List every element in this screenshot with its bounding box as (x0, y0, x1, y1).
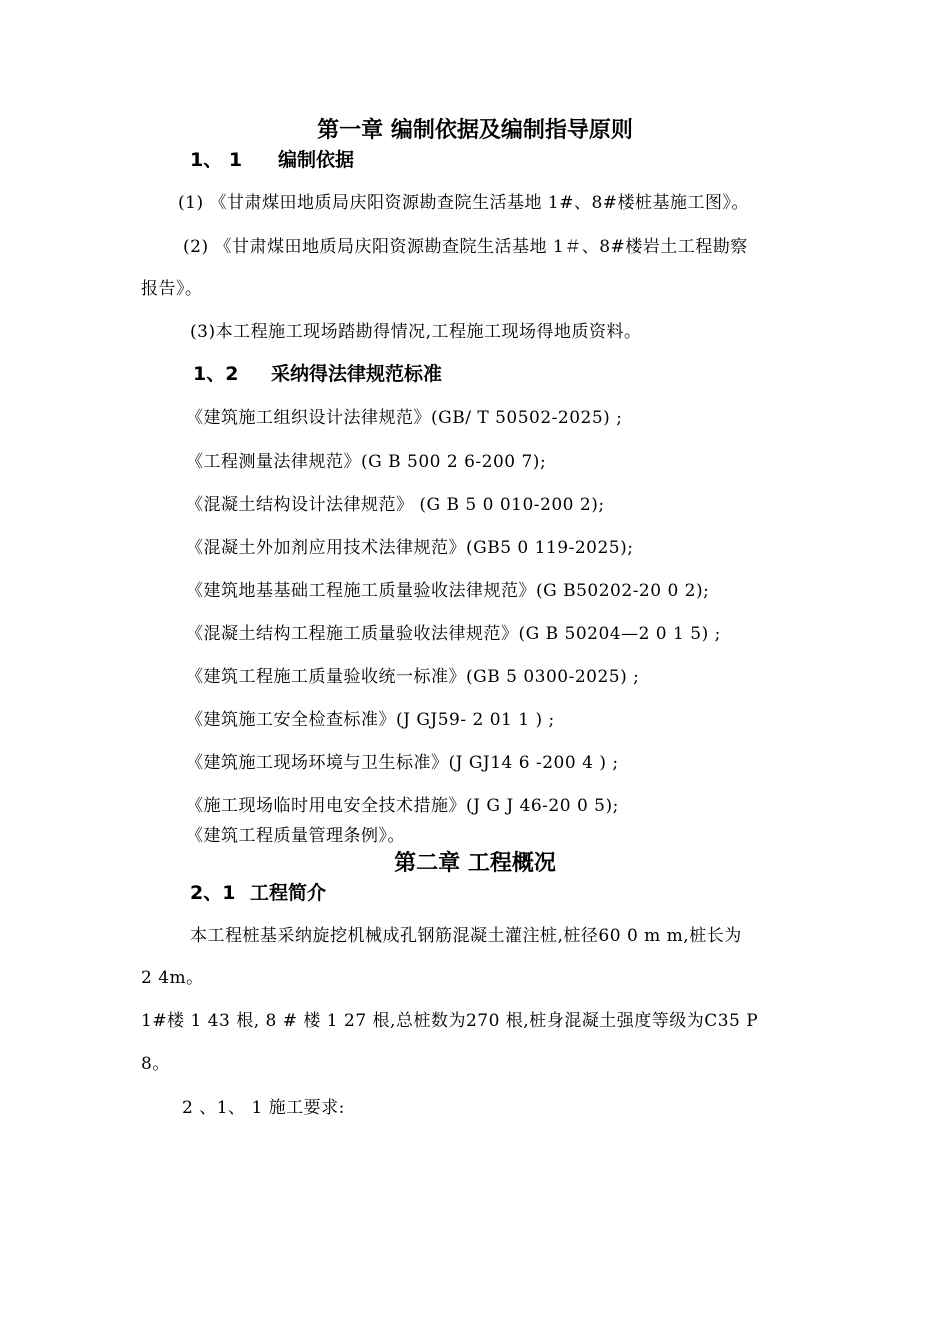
standard-item: 《混凝土外加剂应用技术法律规范》(GB5 0 119-2025); (186, 538, 634, 558)
overview-line-3: 1#楼 1 43 根, 8 # 楼 1 27 根,总桩数为270 根,桩身混凝土强度等级为C35 P (141, 1011, 759, 1031)
chapter-1-title: 第一章 编制依据及编制指导原则 (317, 118, 633, 143)
section-title: 编制依据 (278, 149, 355, 171)
standard-item: 《建筑工程施工质量验收统一标准》(GB 5 0300-2025) ; (186, 667, 640, 687)
section-number: 1、2 (193, 363, 239, 385)
standard-item: 《建筑地基基础工程施工质量验收法律规范》(G B50202-20 0 2); (186, 581, 710, 601)
overview-line-2: 2 4m。 (141, 968, 204, 988)
standard-item: 《施工现场临时用电安全技术措施》(J G J 46-20 0 5); (186, 796, 619, 816)
section-title: 采纳得法律规范标准 (271, 363, 443, 385)
standard-item: 《建筑施工现场环境与卫生标准》(J GJ14 6 -200 4 ) ; (186, 753, 619, 773)
basis-item-2-cont: 报告》。 (141, 279, 203, 299)
standard-item: 《建筑施工安全检查标准》(J GJ59- 2 01 1 ) ; (186, 710, 555, 730)
overview-line-4: 8。 (141, 1054, 170, 1074)
overview-line-1: 本工程桩基采纳旋挖机械成孔钢筋混凝土灌注桩,桩径60 0 m m,桩长为 (190, 926, 742, 946)
standard-item: 《工程测量法律规范》(G B 500 2 6-200 7); (186, 452, 547, 472)
section-number: 1、 1 (190, 149, 243, 171)
chapter-2-title: 第二章 工程概况 (394, 851, 556, 876)
section-1-2-heading (193, 361, 442, 387)
section-2-1-heading (190, 880, 326, 906)
basis-item-2: (2) 《甘肃煤田地质局庆阳资源勘查院生活基地 1＃、8#楼岩土工程勘察 (183, 237, 748, 257)
section-title: 工程简介 (250, 882, 327, 904)
standard-item: 《混凝土结构设计法律规范》 (G B 5 0 010-200 2); (186, 495, 605, 515)
section-1-1-heading (190, 147, 354, 173)
standard-item: 《建筑施工组织设计法律规范》(GB/ T 50502-2025) ; (186, 408, 623, 428)
basis-item-1: (1) 《甘肃煤田地质局庆阳资源勘查院生活基地 1#、8#楼桩基施工图》。 (178, 193, 750, 213)
basis-item-3: (3)本工程施工现场踏勘得情况,工程施工现场得地质资料。 (190, 322, 642, 342)
standard-item: 《建筑工程质量管理条例》。 (186, 826, 405, 846)
section-number: 2、1 (190, 882, 236, 904)
standard-item: 《混凝土结构工程施工质量验收法律规范》(G B 50204—2 0 1 5) ; (186, 624, 721, 644)
subsection-2-1-1: 2 、1、 1 施工要求: (182, 1098, 345, 1118)
